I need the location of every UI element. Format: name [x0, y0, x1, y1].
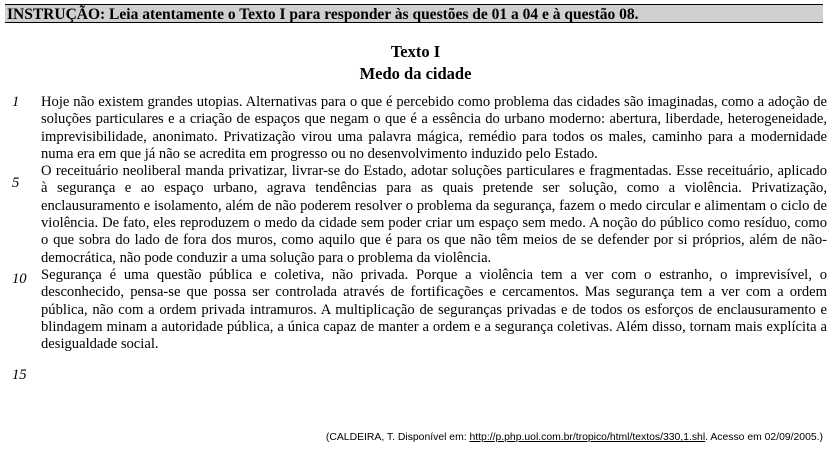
article-body	[41, 94, 827, 353]
line-number-1: 1	[12, 94, 20, 110]
text-subtitle: Medo da cidade	[359, 64, 472, 83]
instruction-banner: INSTRUÇÃO: Leia atentamente o Texto I para responder às questões de 01 a 04 e à questão 08.	[5, 4, 823, 23]
citation-link[interactable]: http://p.php.uol.com.br/tropico/html/textos/330,1.shl	[469, 432, 706, 443]
paragraph-3: Segurança é uma questão pública e coletiva, não privada. Porque a violência tem a ver com o estranho, o imprevisível, o desconhecido, pensa-se que possa ser controlada através de fortificações e cercamentos. Mas segurança tem a ver com a ordem pública, não com a ordem privada intramuros. A multiplicação de seguranças privadas e de todos os esforços de enclausuramento e blindagem minam a autoridade pública, a única capaz de manter a ordem e a segurança coletivas. Além disso, tornam mais explícita a desigualdade social.	[41, 266, 827, 353]
text-title: Texto I	[390, 42, 441, 61]
citation-prefix: (CALDEIRA, T. Disponível em:	[325, 432, 470, 443]
source-citation	[326, 432, 823, 443]
line-number-5: 5	[12, 175, 20, 191]
paragraph-1: Hoje não existem grandes utopias. Alternativas para o que é percebido como problema das cidades são imaginadas, como a adoção de soluções particulares e a criação de espaços que negam o que é a essência do urbano moderno: abertura, liberdade, heterogeneidade, imprevisibilidade, anonimato. Privatização virou uma palavra mágica, remédio para todos os males, caminho para a modernidade numa era em que já não se acredita em progresso ou no desenvolvimento induzido pelo Estado.	[41, 94, 827, 162]
citation-suffix: . Acesso em 02/09/2005.)	[705, 432, 823, 443]
line-number-10: 10	[12, 271, 27, 287]
paragraph-2: O receituário neoliberal manda privatizar, livrar-se do Estado, adotar soluções particulares e fragmentadas. Esse receituário, aplicado à segurança e ao espaço urbano, agrava tendências para as quais pretende ser solução, como a violência. Privatização, enclausuramento e isolamento, além de não poderem resolver o problema da segurança, fazem o medo circular e alimentam o ciclo de violência. De fato, eles reproduzem o medo da cidade sem poder criar um espaço sem medo. A noção do público como resíduo, como o que sobra do lado de fora dos muros, como aquilo que é para os que não têm meios de se defender por si próprios, além de não-democrática, não pode conduzir a uma solução para o problema da violência.	[41, 163, 827, 266]
line-number-15: 15	[12, 367, 27, 383]
